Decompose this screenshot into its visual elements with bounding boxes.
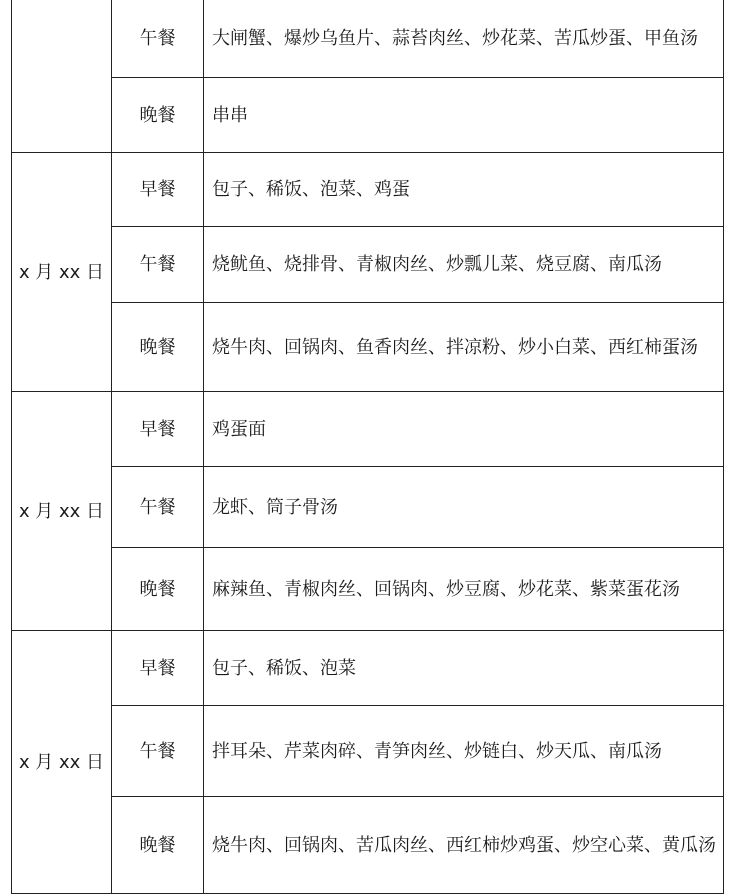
table-row xyxy=(12,631,724,706)
table-row xyxy=(12,303,724,392)
date-cell: x 月 xx 日 xyxy=(12,392,112,631)
date-cell: x 月 xx 日 xyxy=(12,631,112,894)
meal-label: 早餐 xyxy=(112,631,204,706)
meal-label: 午餐 xyxy=(112,0,204,78)
dishes-cell: 烧鱿鱼、烧排骨、青椒肉丝、炒瓢儿菜、烧豆腐、南瓜汤 xyxy=(204,227,724,303)
table-row xyxy=(12,0,724,78)
table-row xyxy=(12,78,724,153)
meal-label: 午餐 xyxy=(112,227,204,303)
dishes-cell: 串串 xyxy=(204,78,724,153)
meal-label: 晚餐 xyxy=(112,303,204,392)
meal-label: 午餐 xyxy=(112,706,204,797)
table-row xyxy=(12,548,724,631)
dishes-cell: 龙虾、筒子骨汤 xyxy=(204,467,724,548)
table-row xyxy=(12,153,724,227)
table-row xyxy=(12,797,724,894)
dishes-cell: 烧牛肉、回锅肉、鱼香肉丝、拌凉粉、炒小白菜、西红柿蛋汤 xyxy=(204,303,724,392)
meal-label: 晚餐 xyxy=(112,78,204,153)
dishes-cell: 麻辣鱼、青椒肉丝、回锅肉、炒豆腐、炒花菜、紫菜蛋花汤 xyxy=(204,548,724,631)
meal-schedule-table xyxy=(11,0,724,894)
table-row xyxy=(12,392,724,467)
dishes-cell: 拌耳朵、芹菜肉碎、青笋肉丝、炒链白、炒天瓜、南瓜汤 xyxy=(204,706,724,797)
dishes-cell: 大闸蟹、爆炒乌鱼片、蒜苔肉丝、炒花菜、苦瓜炒蛋、甲鱼汤 xyxy=(204,0,724,78)
dishes-cell: 鸡蛋面 xyxy=(204,392,724,467)
date-cell xyxy=(12,0,112,153)
table-row xyxy=(12,467,724,548)
meal-label: 午餐 xyxy=(112,467,204,548)
table-row xyxy=(12,706,724,797)
dishes-cell: 包子、稀饭、泡菜 xyxy=(204,631,724,706)
dishes-cell: 烧牛肉、回锅肉、苦瓜肉丝、西红柿炒鸡蛋、炒空心菜、黄瓜汤 xyxy=(204,797,724,894)
meal-label: 晚餐 xyxy=(112,548,204,631)
meal-label: 晚餐 xyxy=(112,797,204,894)
date-cell: x 月 xx 日 xyxy=(12,153,112,392)
meal-label: 早餐 xyxy=(112,392,204,467)
dishes-cell: 包子、稀饭、泡菜、鸡蛋 xyxy=(204,153,724,227)
table-row xyxy=(12,227,724,303)
meal-label: 早餐 xyxy=(112,153,204,227)
